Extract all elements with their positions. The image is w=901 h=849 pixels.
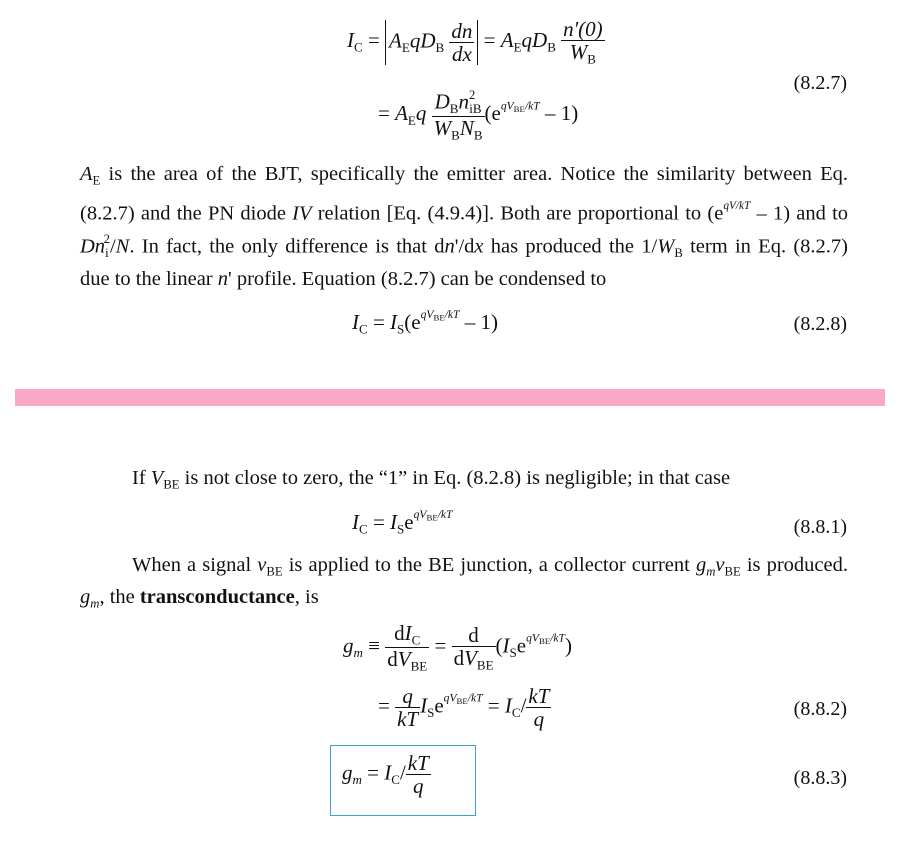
ic-subscript: C xyxy=(354,39,363,55)
n0-wb-fraction: $\frac{n'(0)}{W_B}$ xyxy=(563,17,603,67)
eq-8-2-7-line2: = $A_Eq$ $\frac{D_Bn^2_{iB}}{W_BN_B}$ $(e^{qVBE/kT} - 1)$ xyxy=(378,88,579,143)
eq-number-8-8-2: (8.8.2) xyxy=(793,698,847,720)
ic-symbol: I xyxy=(347,27,354,52)
dbni2-wbnb-fraction: $\frac{D_Bn^2_{iB}}{W_BN_B}$ xyxy=(433,88,483,143)
eq-8-8-3: $g_m = I_C/$ $\frac{kT}{q}$ xyxy=(342,751,429,799)
eq-number-8-8-1: (8.8.1) xyxy=(793,516,847,538)
paragraph-transconductance: When a signal $v_{BE}$ is applied to the BE junction, a collector current $g_mv_{BE}$ is produced. $g_m$, the transconductance, is xyxy=(80,554,848,611)
dn-dx-fraction: $\frac{dn}{dx}$ xyxy=(451,18,473,66)
eq-8-8-1: $I_C = I_Se^{qVBE/kT}$ xyxy=(352,509,453,537)
paragraph-vbe-not-zero: If $V_{BE}$ is not close to zero, the “1” in Eq. (8.2.8) is negligible; in that case xyxy=(132,467,731,492)
eq-number-8-2-7: (8.2.7) xyxy=(793,72,847,94)
eq-8-2-8: $I_C = I_S(e^{qVBE/kT} - 1)$ xyxy=(352,309,498,337)
section-divider xyxy=(15,389,885,406)
eq-number-8-2-8: (8.2.8) xyxy=(793,313,847,335)
eq-8-8-2-line2: = $\frac{q}{kT}$ $I_Se^{qVBE/kT} = I_C/$ $\frac{kT}{q}$ xyxy=(378,684,550,732)
paragraph-bjt-area: $A_E$ is the area of the BJT, specifically the emitter area. Notice the similarity between Eq. (8.2.7) and the PN diode IV relation [Eq. (4.9.4)]. Both are proportional to $(e^{qV/kT} - 1)$ and to $Dn_i^2/N$. In fact, the only difference is that dn'/dx has produced the $1/W_B$ term in Eq. (8.2.7) due to the linear n' profile. Equation (8.2.7) can be condensed to xyxy=(80,163,849,290)
eq-8-2-7-line1: $I_C = A_EqD_B$ $\frac{dn}{dx}$ = $A_EqD_B$ $\frac{n'(0)}{W_B}$ xyxy=(347,17,603,67)
eq-8-8-2-line1: $g_m$ ≡ $\frac{dI_C}{dV_{BE}}$ = $\frac{d}{dV_{BE}}$ $(I_Se^{qVBE/kT})$ xyxy=(343,621,572,674)
transconductance-term: transconductance xyxy=(139,586,295,609)
eq-number-8-8-3: (8.8.3) xyxy=(793,767,847,789)
